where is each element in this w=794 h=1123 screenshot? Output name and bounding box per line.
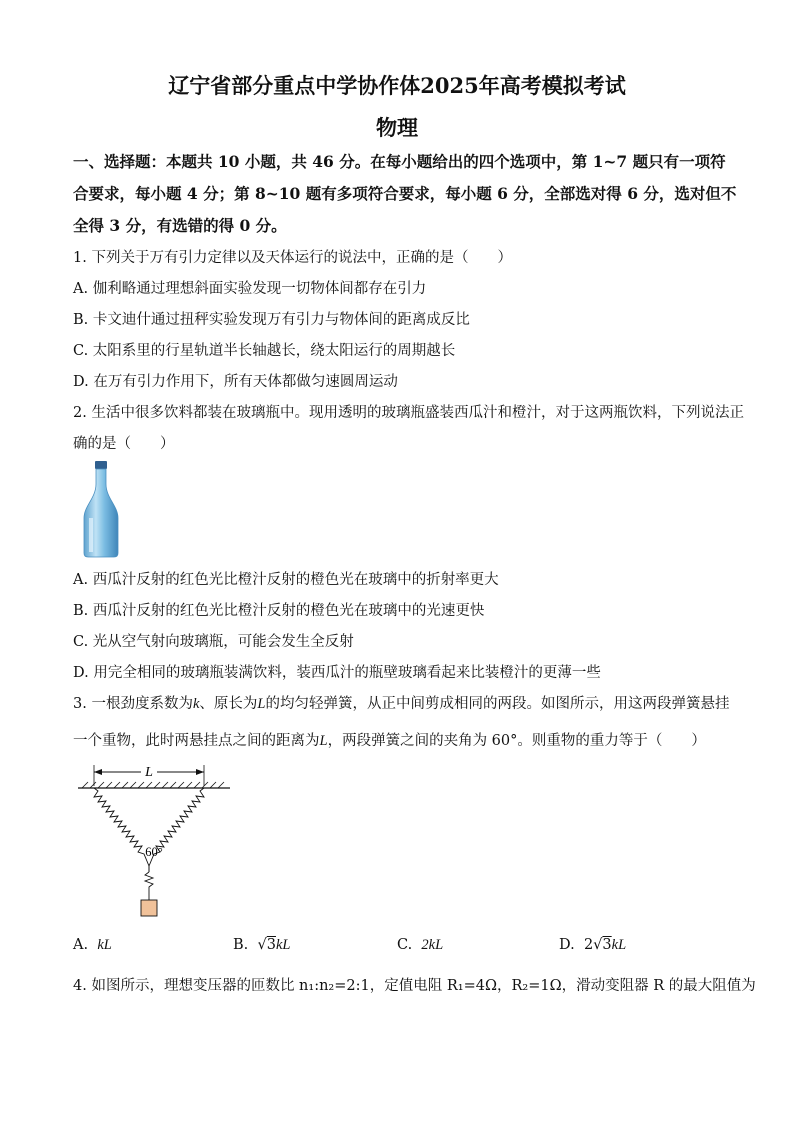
subject-title: 物理 [376, 115, 418, 140]
q3-stem-line1: 3. 一根劲度系数为k、原长为L的均匀轻弹簧，从正中间剪成相同的两段。如图所示，用这两段弹簧悬挂 [73, 696, 730, 712]
q3-option-a: A. kL [73, 937, 112, 953]
glass-bottle-image [80, 458, 122, 558]
exam-title: 辽宁省部分重点中学协作体2025年高考模拟考试 [168, 73, 626, 98]
length-label: L [145, 765, 153, 780]
q2-option-a: A. 西瓜汁反射的红色光比橙汁反射的橙色光在玻璃中的折射率更大 [73, 572, 499, 588]
q2-stem-line1: 2. 生活中很多饮料都装在玻璃瓶中。现用透明的玻璃瓶盛装西瓜汁和橙汁，对于这两瓶饮料，下列说法正 [73, 405, 744, 421]
q2-option-d: D. 用完全相同的玻璃瓶装满饮料，装西瓜汁的瓶壁玻璃看起来比装橙汁的更薄一些 [73, 665, 601, 681]
arrow-left-icon [94, 769, 102, 775]
spring-figure [72, 760, 242, 925]
q3-stem-line2: 一个重物，此时两悬挂点之间的距离为L，两段弹簧之间的夹角为 60°。则重物的重力等于（ ） [73, 733, 706, 749]
bottle-cap [95, 461, 107, 469]
weight-block [141, 900, 157, 916]
section-instructions-line2: 合要求，每小题 4 分；第 8~10 题有多项符合要求，每小题 6 分，全部选对得 6 分，选对但不 [73, 184, 737, 203]
q1-option-b: B. 卡文迪什通过扭秤实验发现万有引力与物体间的距离成反比 [73, 312, 470, 328]
left-spring [94, 788, 149, 866]
q2-option-b: B. 西瓜汁反射的红色光比橙汁反射的橙色光在玻璃中的光速更快 [73, 603, 485, 619]
q3-option-d: D. 2√3kL [559, 937, 627, 953]
angle-label: 60° [145, 845, 163, 859]
arrow-right-icon [196, 769, 204, 775]
q1-option-a: A. 伽利略通过理想斜面实验发现一切物体间都存在引力 [73, 281, 427, 297]
q1-option-d: D. 在万有引力作用下，所有天体都做匀速圆周运动 [73, 374, 398, 390]
bottle-highlight [89, 518, 93, 552]
q2-option-c: C. 光从空气射向玻璃瓶，可能会发生全反射 [73, 634, 354, 650]
section-instructions-line3: 全得 3 分，有选错的得 0 分。 [73, 216, 287, 235]
short-spring [145, 872, 153, 900]
q1-stem: 1. 下列关于万有引力定律以及天体运行的说法中，正确的是（ ） [73, 250, 512, 266]
q3-option-b: B. √3kL [233, 937, 291, 953]
q4-stem: 4. 如图所示，理想变压器的匝数比 n₁:n₂=2:1，定值电阻 R₁=4Ω，R₂=1Ω，滑动变阻器 R 的最大阻值为 [73, 978, 756, 994]
q3-option-c: C. 2kL [397, 937, 444, 953]
q1-option-c: C. 太阳系里的行星轨道半长轴越长，绕太阳运行的周期越长 [73, 343, 456, 359]
ceiling-hatch [82, 782, 224, 788]
section-instructions-line1: 一、选择题：本题共 10 小题，共 46 分。在每小题给出的四个选项中，第 1~7 题只有一项符 [73, 152, 726, 171]
q2-stem-line2: 确的是（ ） [73, 436, 175, 452]
